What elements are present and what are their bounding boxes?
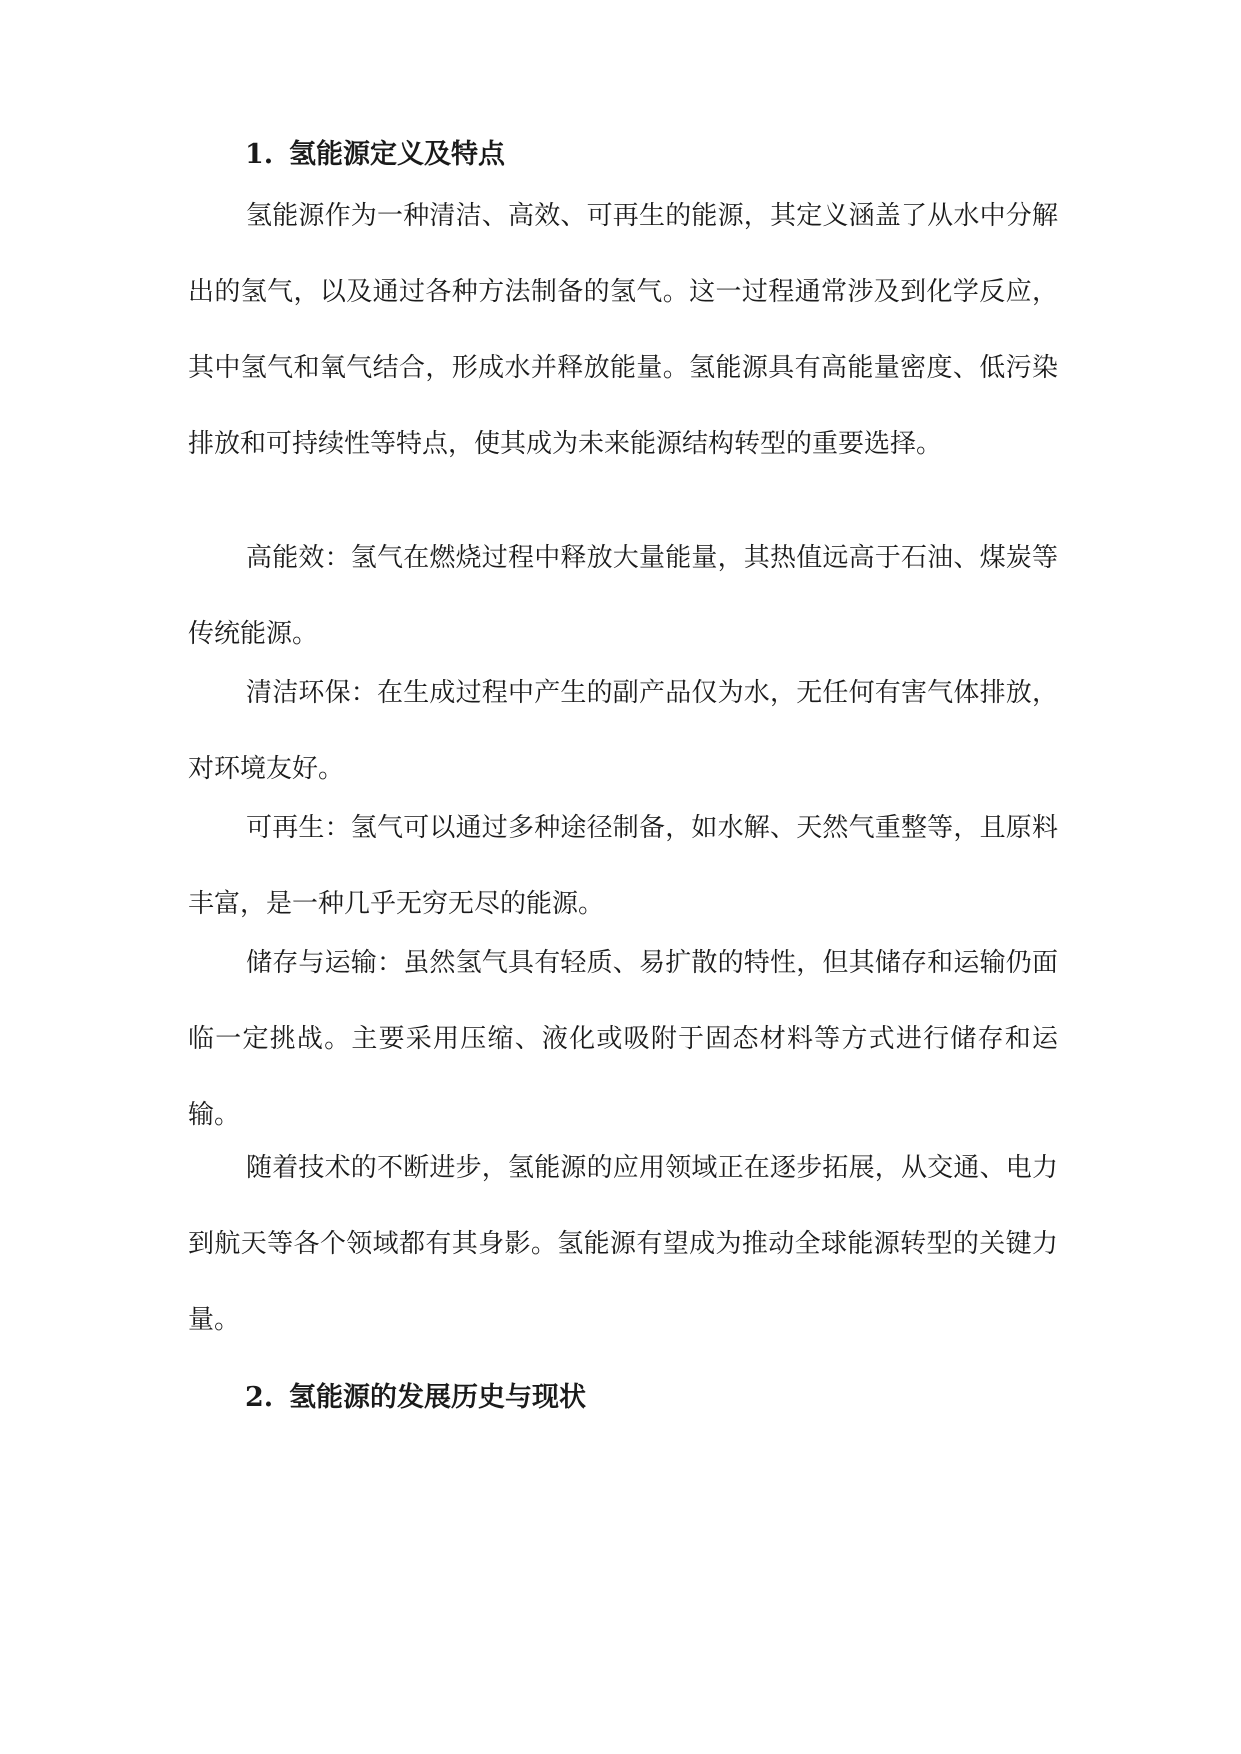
section-1-heading <box>245 135 505 175</box>
section-1-number: 1. <box>245 139 274 170</box>
section-2-number: 2. <box>245 1382 274 1413</box>
section-2-heading <box>245 1378 586 1418</box>
paragraph-clean: 清洁环保：在生成过程中产生的副产品仅为水，无任何有害气体排放，对环境友好。 <box>188 678 1058 784</box>
paragraph-applications: 随着技术的不断进步，氢能源的应用领域正在逐步拓展，从交通、电力到航天等各个领域都有其身影。氢能源有望成为推动全球能源转型的关键力量。 <box>188 1153 1058 1335</box>
paragraph-storage: 储存与运输：虽然氢气具有轻质、易扩散的特性，但其储存和运输仍面临一定挑战。主要采用压缩、液化或吸附于固态材料等方式进行储存和运输。 <box>188 948 1058 1130</box>
paragraph-high-efficiency: 高能效：氢气在燃烧过程中释放大量能量，其热值远高于石油、煤炭等传统能源。 <box>188 543 1058 649</box>
paragraph-definition: 氢能源作为一种清洁、高效、可再生的能源，其定义涵盖了从水中分解出的氢气，以及通过各种方法制备的氢气。这一过程通常涉及到化学反应，其中氢气和氧气结合，形成水并释放能量。氢能源具有高能量密度、低污染排放和可持续性等特点，使其成为未来能源结构转型的重要选择。 <box>188 201 1058 459</box>
section-2-title: 氢能源的发展历史与现状 <box>289 1382 586 1413</box>
section-1-title: 氢能源定义及特点 <box>289 139 505 170</box>
paragraph-renewable: 可再生：氢气可以通过多种途径制备，如水解、天然气重整等，且原料丰富，是一种几乎无穷无尽的能源。 <box>188 813 1058 919</box>
